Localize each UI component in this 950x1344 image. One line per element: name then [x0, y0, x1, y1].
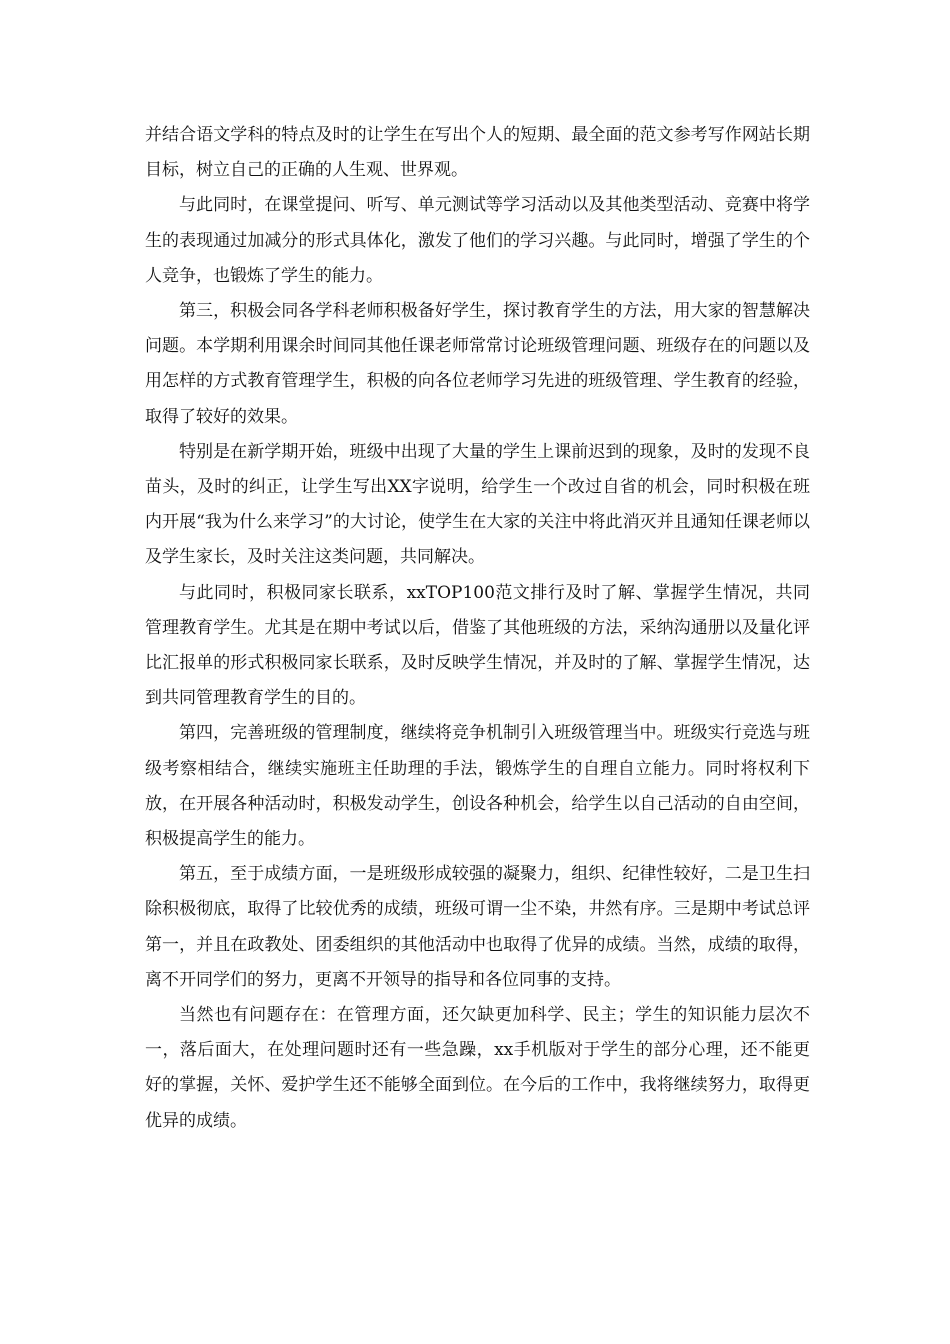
- paragraph-problems: 当然也有问题存在：在管理方面，还欠缺更加科学、民主；学生的知识能力层次不一，落后面大，在处理问题时还有一些急躁，xx手机版对于学生的部分心理，还不能更好的掌握，关怀、爱护学生还不能够全面到位。在今后的工作中，我将继续努力，取得更优异的成绩。: [145, 1005, 810, 1131]
- paragraph-third-point: 第三，积极会同各学科老师积极备好学生，探讨教育学生的方法，用大家的智慧解决问题。本学期利用课余时间同其他任课老师常常讨论班级管理问题、班级存在的问题以及用怎样的方式教育管理学生，积极的向各位老师学习先进的班级管理、学生教育的经验，取得了较好的效果。: [145, 301, 810, 427]
- paragraph-new-semester: 特别是在新学期开始，班级中出现了大量的学生上课前迟到的现象，及时的发现不良苗头，及时的纠正，让学生写出XX字说明，给学生一个改过自省的机会，同时积极在班内开展“我为什么来学习”的大讨论，使学生在大家的关注中将此消灭并且通知任课老师以及学生家长，及时关注这类问题，共同解决。: [145, 441, 810, 568]
- paragraph-continuation: 并结合语文学科的特点及时的让学生在写出个人的短期、最全面的范文参考写作网站长期目标，树立自己的正确的人生观、世界观。: [145, 125, 810, 181]
- paragraph-fifth-point: 第五，至于成绩方面，一是班级形成较强的凝聚力，组织、纪律性较好，二是卫生扫除积极彻底，取得了比较优秀的成绩，班级可谓一尘不染，井然有序。三是期中考试总评第一，并且在政教处、团委组织的其他活动中也取得了优异的成绩。当然，成绩的取得，离不开同学们的努力，更离不开领导的指导和各位同事的支持。: [145, 864, 810, 990]
- paragraph-parent-contact: 与此同时，积极同家长联系，xxTOP100范文排行及时了解、掌握学生情况，共同管理教育学生。尤其是在期中考试以后，借鉴了其他班级的方法，采纳沟通册以及量化评比汇报单的形式积极同家长联系，及时反映学生情况，并及时的了解、掌握学生情况，达到共同管理教育学生的目的。: [145, 582, 810, 709]
- paragraph-fourth-point: 第四，完善班级的管理制度，继续将竞争机制引入班级管理当中。班级实行竞选与班级考察相结合，继续实施班主任助理的手法，锻炼学生的自理自立能力。同时将权利下放，在开展各种活动时，积极发动学生，创设各种机会，给学生以自己活动的自由空间，积极提高学生的能力。: [145, 723, 810, 850]
- document-page: [145, 118, 810, 1139]
- paragraph-classroom-activities: 与此同时，在课堂提问、听写、单元测试等学习活动以及其他类型活动、竞赛中将学生的表现通过加减分的形式具体化，激发了他们的学习兴趣。与此同时，增强了学生的个人竞争，也锻炼了学生的能力。: [145, 195, 810, 286]
